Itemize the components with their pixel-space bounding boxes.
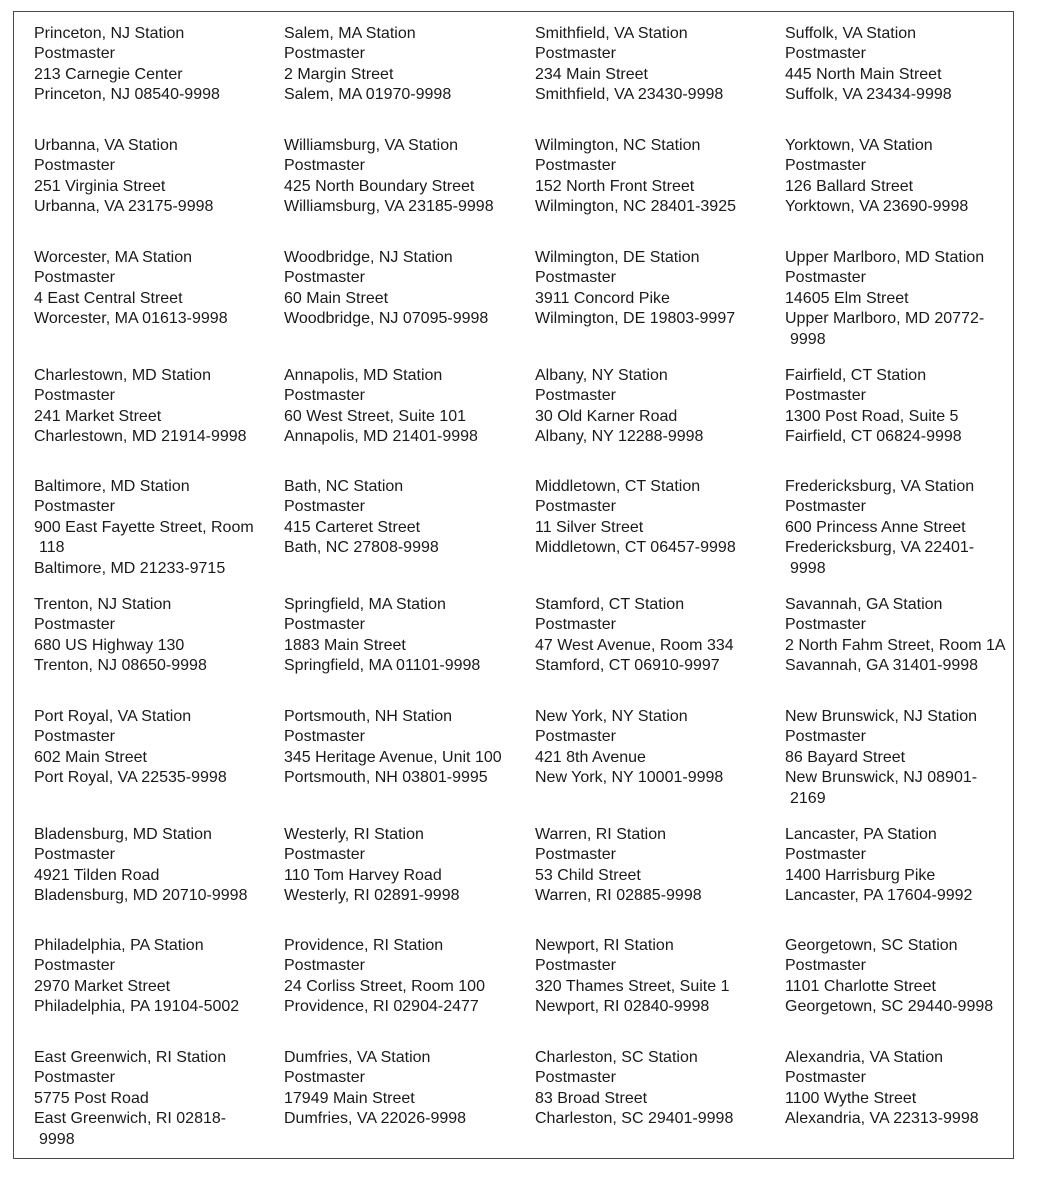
station-address-entry (34, 248, 279, 330)
city-state-zip: Lancaster, PA 17604-9992 (785, 887, 973, 905)
recipient-title: Postmaster (785, 45, 866, 63)
station-address-entry (284, 366, 529, 448)
station-name: Newport, RI Station (535, 937, 674, 954)
street-address: 320 Thames Street, Suite 1 (535, 977, 730, 995)
station-name: Woodbridge, NJ Station (284, 249, 453, 266)
city-state-zip: Albany, NY 12288-9998 (535, 428, 704, 446)
station-address-entry (34, 477, 279, 579)
station-name: Suffolk, VA Station (785, 25, 917, 42)
street-address: 3911 Concord Pike (535, 289, 670, 307)
station-name: Wilmington, NC Station (535, 137, 701, 154)
recipient-title: Postmaster (284, 846, 365, 864)
city-state-zip: Urbanna, VA 23175-9998 (34, 198, 214, 216)
city-state-zip: Yorktown, VA 23690-9998 (785, 198, 969, 216)
station-address-entry (284, 595, 529, 677)
city-state-zip: Williamsburg, VA 23185-9998 (284, 198, 494, 216)
city-state-zip: Baltimore, MD 21233-9715 (34, 559, 226, 577)
recipient-title: Postmaster (34, 728, 115, 746)
station-address-entry (284, 248, 529, 330)
station-address-entry (535, 936, 780, 1018)
station-address-entry (284, 477, 529, 559)
street-address: 213 Carnegie Center (34, 65, 183, 83)
station-address-entry (284, 936, 529, 1018)
station-name: Annapolis, MD Station (284, 367, 443, 384)
city-state-zip: Providence, RI 02904-2477 (284, 998, 479, 1016)
recipient-title: Postmaster (34, 1069, 115, 1087)
city-state-zip: Philadelphia, PA 19104-5002 (34, 998, 240, 1016)
station-name: Charleston, SC Station (535, 1049, 698, 1066)
recipient-title: Postmaster (284, 157, 365, 175)
city-state-zip: Suffolk, VA 23434-9998 (785, 86, 952, 104)
station-name: Middletown, CT Station (535, 478, 701, 495)
station-address-entry (34, 936, 279, 1018)
recipient-title: Postmaster (34, 498, 115, 516)
recipient-title: Postmaster (535, 269, 616, 287)
city-state-zip: Savannah, GA 31401-9998 (785, 657, 979, 675)
street-address: 602 Main Street (34, 748, 147, 766)
recipient-title: Postmaster (785, 957, 866, 975)
station-name: Albany, NY Station (535, 367, 668, 384)
station-name: Philadelphia, PA Station (34, 937, 204, 954)
street-address: 4 East Central Street (34, 289, 183, 307)
recipient-title: Postmaster (785, 846, 866, 864)
recipient-title: Postmaster (535, 45, 616, 63)
address-continuation: 9998 (790, 330, 826, 348)
recipient-title: Postmaster (785, 728, 866, 746)
street-address: 415 Carteret Street (284, 518, 421, 536)
station-address-entry (785, 366, 1030, 448)
recipient-title: Postmaster (284, 957, 365, 975)
street-address: 421 8th Avenue (535, 748, 646, 766)
street-address: 1101 Charlotte Street (785, 977, 936, 995)
recipient-title: Postmaster (785, 157, 866, 175)
street-address: 445 North Main Street (785, 65, 942, 83)
street-address: 86 Bayard Street (785, 748, 906, 766)
city-state-zip: Charlestown, MD 21914-9998 (34, 428, 247, 446)
city-state-zip: Bath, NC 27808-9998 (284, 539, 439, 557)
station-address-entry (284, 825, 529, 907)
city-state-zip: Stamford, CT 06910-9997 (535, 657, 720, 675)
station-name: Dumfries, VA Station (284, 1049, 431, 1066)
city-state-zip: Woodbridge, NJ 07095-9998 (284, 310, 489, 328)
station-name: Springfield, MA Station (284, 596, 446, 613)
station-name: East Greenwich, RI Station (34, 1049, 227, 1066)
station-address-entry (34, 366, 279, 448)
street-address: 4921 Tilden Road (34, 866, 160, 884)
station-name: Upper Marlboro, MD Station (785, 249, 985, 266)
street-address: 2970 Market Street (34, 977, 171, 995)
city-state-zip: Worcester, MA 01613-9998 (34, 310, 228, 328)
recipient-title: Postmaster (284, 387, 365, 405)
city-state-zip: Trenton, NJ 08650-9998 (34, 657, 207, 675)
station-address-entry (535, 1048, 780, 1130)
address-continuation: 9998 (790, 559, 826, 577)
street-address: 1300 Post Road, Suite 5 (785, 407, 959, 425)
station-address-entry (785, 24, 1030, 106)
city-state-zip: Annapolis, MD 21401-9998 (284, 428, 478, 446)
city-state-zip: Salem, MA 01970-9998 (284, 86, 452, 104)
city-state-zip: New York, NY 10001-9998 (535, 769, 724, 787)
recipient-title: Postmaster (34, 45, 115, 63)
street-address: 251 Virginia Street (34, 177, 166, 195)
street-address: 126 Ballard Street (785, 177, 914, 195)
recipient-title: Postmaster (34, 616, 115, 634)
recipient-title: Postmaster (284, 616, 365, 634)
city-state-zip: Wilmington, DE 19803-9997 (535, 310, 736, 328)
recipient-title: Postmaster (535, 498, 616, 516)
station-name: New Brunswick, NJ Station (785, 708, 978, 725)
street-address: 14605 Elm Street (785, 289, 909, 307)
recipient-title: Postmaster (284, 498, 365, 516)
recipient-title: Postmaster (34, 846, 115, 864)
station-name: Williamsburg, VA Station (284, 137, 458, 154)
address-continuation: 9998 (39, 1130, 75, 1148)
station-address-entry (535, 248, 780, 330)
station-name: Alexandria, VA Station (785, 1049, 944, 1066)
station-address-entry (535, 24, 780, 106)
recipient-title: Postmaster (34, 387, 115, 405)
street-address: 1883 Main Street (284, 636, 406, 654)
address-continuation: 2169 (790, 789, 826, 807)
street-address: 17949 Main Street (284, 1089, 415, 1107)
station-address-entry (785, 936, 1030, 1018)
station-name: Savannah, GA Station (785, 596, 943, 613)
street-address: 900 East Fayette Street, Room (34, 518, 254, 536)
station-name: Westerly, RI Station (284, 826, 424, 843)
city-state-zip: Middletown, CT 06457-9998 (535, 539, 736, 557)
city-state-zip: Wilmington, NC 28401-3925 (535, 198, 736, 216)
street-address: 234 Main Street (535, 65, 648, 83)
recipient-title: Postmaster (785, 387, 866, 405)
station-address-entry (284, 707, 529, 789)
station-address-entry (785, 707, 1030, 809)
recipient-title: Postmaster (34, 269, 115, 287)
station-address-entry (785, 595, 1030, 677)
station-name: Providence, RI Station (284, 937, 444, 954)
station-name: Portsmouth, NH Station (284, 708, 453, 725)
recipient-title: Postmaster (785, 1069, 866, 1087)
recipient-title: Postmaster (535, 728, 616, 746)
recipient-title: Postmaster (785, 498, 866, 516)
city-state-zip: Dumfries, VA 22026-9998 (284, 1110, 467, 1128)
city-state-zip: Alexandria, VA 22313-9998 (785, 1110, 979, 1128)
city-state-zip: Georgetown, SC 29440-9998 (785, 998, 994, 1016)
recipient-title: Postmaster (535, 957, 616, 975)
station-name: Bladensburg, MD Station (34, 826, 212, 843)
station-address-entry (34, 1048, 279, 1150)
street-address: 1400 Harrisburg Pike (785, 866, 936, 884)
city-state-zip: Warren, RI 02885-9998 (535, 887, 702, 905)
street-address: 2 North Fahm Street, Room 1A (785, 636, 1006, 654)
station-address-entry (785, 136, 1030, 218)
station-address-entry (535, 595, 780, 677)
station-name: Charlestown, MD Station (34, 367, 211, 384)
station-name: Wilmington, DE Station (535, 249, 700, 266)
city-state-zip: Portsmouth, NH 03801-9995 (284, 769, 488, 787)
street-address: 345 Heritage Avenue, Unit 100 (284, 748, 502, 766)
station-address-entry (535, 136, 780, 218)
station-name: Fairfield, CT Station (785, 367, 927, 384)
recipient-title: Postmaster (535, 157, 616, 175)
station-name: Lancaster, PA Station (785, 826, 937, 843)
city-state-zip: East Greenwich, RI 02818- (34, 1110, 227, 1128)
station-address-entry (34, 825, 279, 907)
recipient-title: Postmaster (535, 616, 616, 634)
street-address: 83 Broad Street (535, 1089, 648, 1107)
street-address: 60 Main Street (284, 289, 389, 307)
station-address-entry (284, 136, 529, 218)
station-name: Yorktown, VA Station (785, 137, 933, 154)
station-name: Urbanna, VA Station (34, 137, 178, 154)
street-address: 24 Corliss Street, Room 100 (284, 977, 485, 995)
station-address-entry (535, 825, 780, 907)
street-address: 680 US Highway 130 (34, 636, 185, 654)
station-name: Stamford, CT Station (535, 596, 685, 613)
station-address-entry (785, 1048, 1030, 1130)
station-name: Smithfield, VA Station (535, 25, 688, 42)
street-address: 2 Margin Street (284, 65, 394, 83)
address-continuation: 118 (39, 539, 65, 557)
city-state-zip: Upper Marlboro, MD 20772- (785, 310, 985, 328)
station-name: Baltimore, MD Station (34, 478, 190, 495)
station-name: Trenton, NJ Station (34, 596, 172, 613)
station-address-entry (535, 366, 780, 448)
street-address: 53 Child Street (535, 866, 641, 884)
recipient-title: Postmaster (785, 269, 866, 287)
station-address-entry (785, 477, 1030, 579)
recipient-title: Postmaster (535, 1069, 616, 1087)
station-address-entry (535, 477, 780, 559)
station-address-entry (34, 24, 279, 106)
station-address-entry (34, 595, 279, 677)
station-name: Warren, RI Station (535, 826, 667, 843)
recipient-title: Postmaster (284, 1069, 365, 1087)
city-state-zip: Bladensburg, MD 20710-9998 (34, 887, 248, 905)
city-state-zip: Springfield, MA 01101-9998 (284, 657, 481, 675)
station-name: Fredericksburg, VA Station (785, 478, 975, 495)
city-state-zip: Port Royal, VA 22535-9998 (34, 769, 227, 787)
street-address: 425 North Boundary Street (284, 177, 475, 195)
recipient-title: Postmaster (284, 728, 365, 746)
city-state-zip: Newport, RI 02840-9998 (535, 998, 710, 1016)
station-address-entry (284, 1048, 529, 1130)
city-state-zip: Smithfield, VA 23430-9998 (535, 86, 724, 104)
station-address-entry (34, 136, 279, 218)
street-address: 30 Old Karner Road (535, 407, 678, 425)
recipient-title: Postmaster (284, 45, 365, 63)
recipient-title: Postmaster (785, 616, 866, 634)
station-address-entry (34, 707, 279, 789)
street-address: 47 West Avenue, Room 334 (535, 636, 734, 654)
street-address: 11 Silver Street (535, 518, 644, 536)
street-address: 110 Tom Harvey Road (284, 866, 442, 884)
city-state-zip: New Brunswick, NJ 08901- (785, 769, 978, 787)
street-address: 5775 Post Road (34, 1089, 149, 1107)
station-name: Georgetown, SC Station (785, 937, 958, 954)
city-state-zip: Westerly, RI 02891-9998 (284, 887, 460, 905)
street-address: 241 Market Street (34, 407, 162, 425)
recipient-title: Postmaster (34, 157, 115, 175)
station-name: Worcester, MA Station (34, 249, 192, 266)
city-state-zip: Fredericksburg, VA 22401- (785, 539, 975, 557)
station-address-entry (785, 825, 1030, 907)
street-address: 60 West Street, Suite 101 (284, 407, 467, 425)
station-name: Port Royal, VA Station (34, 708, 192, 725)
recipient-title: Postmaster (34, 957, 115, 975)
station-name: New York, NY Station (535, 708, 688, 725)
city-state-zip: Charleston, SC 29401-9998 (535, 1110, 734, 1128)
station-name: Salem, MA Station (284, 25, 416, 42)
station-address-entry (785, 248, 1030, 350)
station-name: Bath, NC Station (284, 478, 404, 495)
street-address: 600 Princess Anne Street (785, 518, 966, 536)
recipient-title: Postmaster (284, 269, 365, 287)
station-address-entry (284, 24, 529, 106)
recipient-title: Postmaster (535, 387, 616, 405)
station-address-entry (535, 707, 780, 789)
street-address: 1100 Wythe Street (785, 1089, 917, 1107)
recipient-title: Postmaster (535, 846, 616, 864)
station-name: Princeton, NJ Station (34, 25, 185, 42)
city-state-zip: Princeton, NJ 08540-9998 (34, 86, 220, 104)
street-address: 152 North Front Street (535, 177, 695, 195)
city-state-zip: Fairfield, CT 06824-9998 (785, 428, 962, 446)
